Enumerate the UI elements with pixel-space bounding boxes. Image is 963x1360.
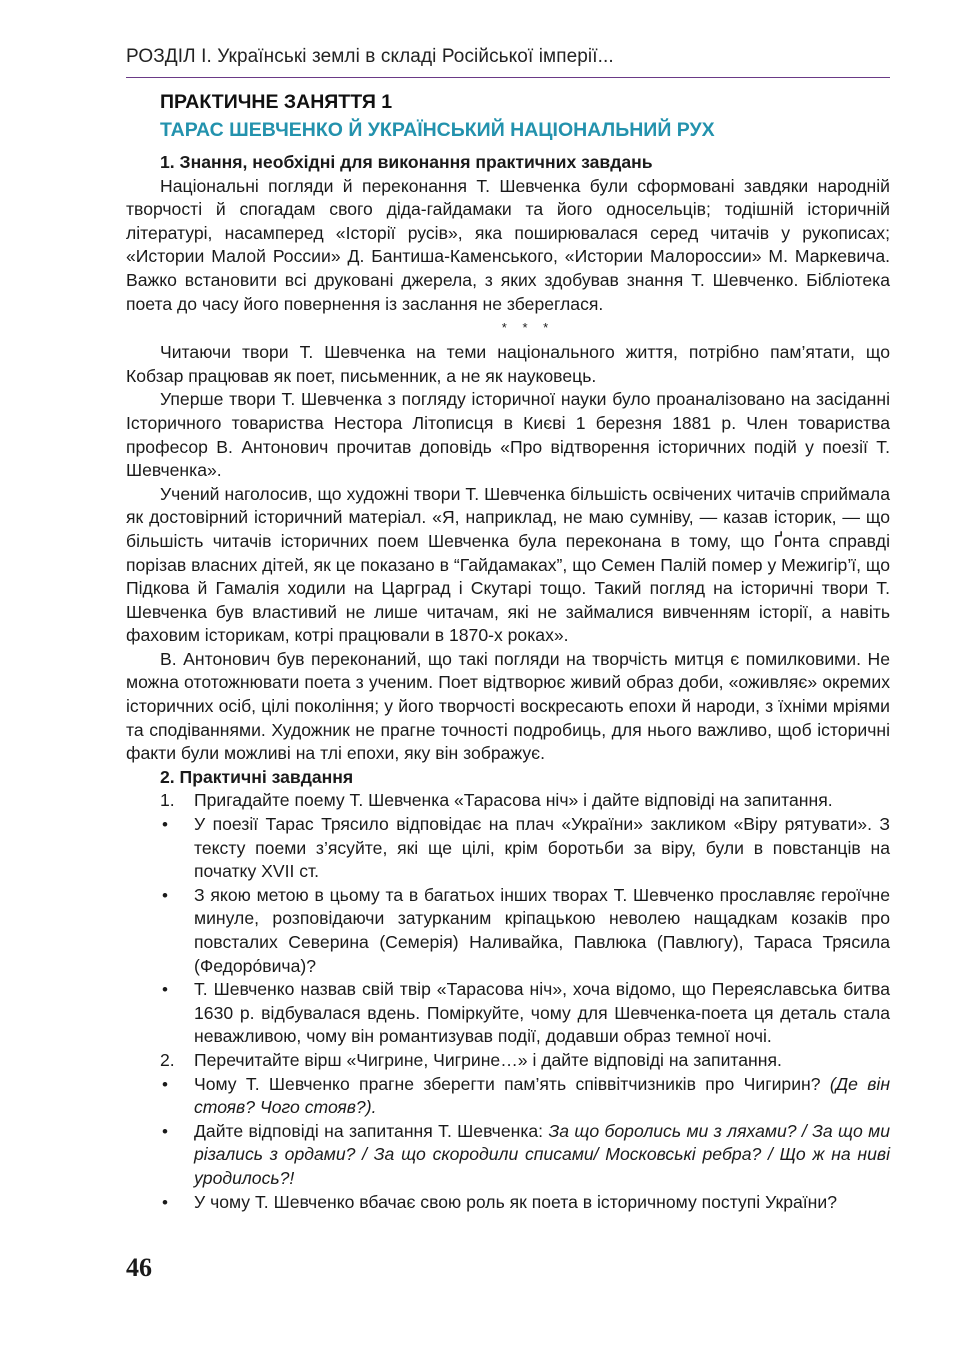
question-italic: (Де він стояв? Чого стояв?). [194,1073,891,1118]
question-text: Чому Т. Шевченко прагне зберегти пам’ять співвітчизників про Чигирин? [194,1073,821,1094]
bullet-marker: • [162,1121,168,1141]
header-rule [126,77,890,78]
paragraph: Учений наголосив, що художні твори Т. Шевченка більшість освічених читачів сприймала як достовірний історичний матеріал. «Я, наприклад, не маю сумніву, — казав історик, — що більшість читачів історичних поем Шевченка була переконана в тому, що Ґонта справді порізав власних дітей, як це показано в “Гайдамаках”, що Семен Палій помер у Межигір’ї, що Підкова й Гамалія ходили на Царград і Скутарі тощо. Такий погляд на історичні твори Т. Шевченка був властивий не лише читачам, які не займалися вивченням історії, а навіть фаховим історикам, котрі працювали в 1870-х роках». [126,483,890,646]
bullet-marker: • [162,980,168,1000]
page-content [126,88,890,1214]
question-italic: За що боролись ми з ляхами? / За що ми різались з ордами? / За що скородили списами/ Московські ребра? / Що ж на ниві уродилось?! [194,1120,890,1188]
section-title: ТАРАС ШЕВЧЕНКО Й УКРАЇНСЬКИЙ НАЦІОНАЛЬНИЙ РУХ [160,119,715,141]
task-question [126,1073,890,1120]
task-item [126,1049,890,1073]
running-head: РОЗДІЛ І. Українські землі в складі Російської імперії... [126,46,614,67]
subheading-knowledge: 1. Знання, необхідні для виконання практичних завдань [160,152,653,172]
paragraph: Уперше твори Т. Шевченка з погляду історичної науки було проаналізовано на засіданні Історичного товариства Нестора Літописця в Києві 1 березня 1881 р. Член товариства професор В. Антонович прочитав доповідь «Про відтворення історичних подій у поезії Т. Шевченка». [126,389,890,481]
bullet-marker: • [162,1192,168,1212]
task-number: 1. [160,790,175,811]
task-item [126,789,890,813]
task-question [126,1120,890,1191]
question-text: Дайте відповіді на запитання Т. Шевченка: [194,1120,544,1141]
paragraph: Національні погляди й переконання Т. Шевченка були сформовані завдяки народній творчості й спогадам свого діда-гайдамаки та його односельців; тодішній історичній літературі, насамперед «Історії русів», яка поширювалася серед читачів у рукописах; «Истории Малой России» Д. Бантиша-Каменського, «Истории Малороссии» М. Маркевича. Важко встановити всі друковані джерела, з яких здобував знання Т. Шевченко. Бібліотека поета до часу його повернення із заслання не збереглася. [126,175,890,314]
paragraph: Читаючи твори Т. Шевченка на теми національного життя, потрібно пам’ятати, що Кобзар працював як поет, письменник, а не як науковець. [126,342,890,386]
paragraph: В. Антонович був переконаний, що такі погляди на творчість митця є помилковими. Не можна ототожнювати поета з ученим. Поет відтворює живий образ доби, «оживляє» окремих історичних осіб, цілі покоління; у його творчості воскресають епохи й народи, з їхніми мріями та сподіваннями. Художник не прагне точності подробиць, для нього важливо, щоб історичні факти були можливі на тлі епохи, яку він зображує. [126,648,890,764]
bullet-marker: • [162,815,168,835]
task-number: 2. [160,1049,175,1070]
bullet-marker: • [162,885,168,905]
task-text: Пригадайте поему Т. Шевченка «Тарасова ніч» і дайте відповіді на запитання. [194,790,833,811]
task-list [126,789,890,1214]
question-text: Т. Шевченко назвав свій твір «Тарасова ніч», хоча відомо, що Переяславська битва 1630 р. відбувалася вдень. Поміркуйте, чому для Шевченка-поета ця деталь стала неважливою, чому він романтизував події, додавши образ темної ночі. [194,979,890,1047]
bullet-marker: • [162,1074,168,1094]
question-text: З якою метою в цьому та в багатьох інших творах Т. Шевченко прославляє героїчне минуле, розповідаючи затурканим кріпацькою неволею нащадкам козаків про повсталих Северина (Семерія) Наливайка, Павлюка (Павлюгу), Тараса Трясила (Федоро́вича)? [194,884,890,976]
task-text: Перечитайте вірш «Чигрине, Чигрине…» і дайте відповіді на запитання. [194,1049,782,1070]
section-separator: * * * [501,320,555,336]
question-text: У поезії Тарас Трясило відповідає на плач «України» закликом «Віру рятувати». З тексту поеми з’ясуйте, які ще цілі, крім боротьби за віру, були в повстанців на початку XVII ст. [194,814,890,882]
page-number: 46 [126,1253,152,1282]
task-question [126,813,890,884]
task-question [126,1191,890,1215]
question-text: У чому Т. Шевченко вбачає свою роль як поета в історичному поступі України? [194,1191,837,1212]
section-kicker: ПРАКТИЧНЕ ЗАНЯТТЯ 1 [160,91,393,113]
subheading-tasks: 2. Практичні завдання [160,766,354,787]
task-question [126,884,890,978]
task-question [126,978,890,1049]
